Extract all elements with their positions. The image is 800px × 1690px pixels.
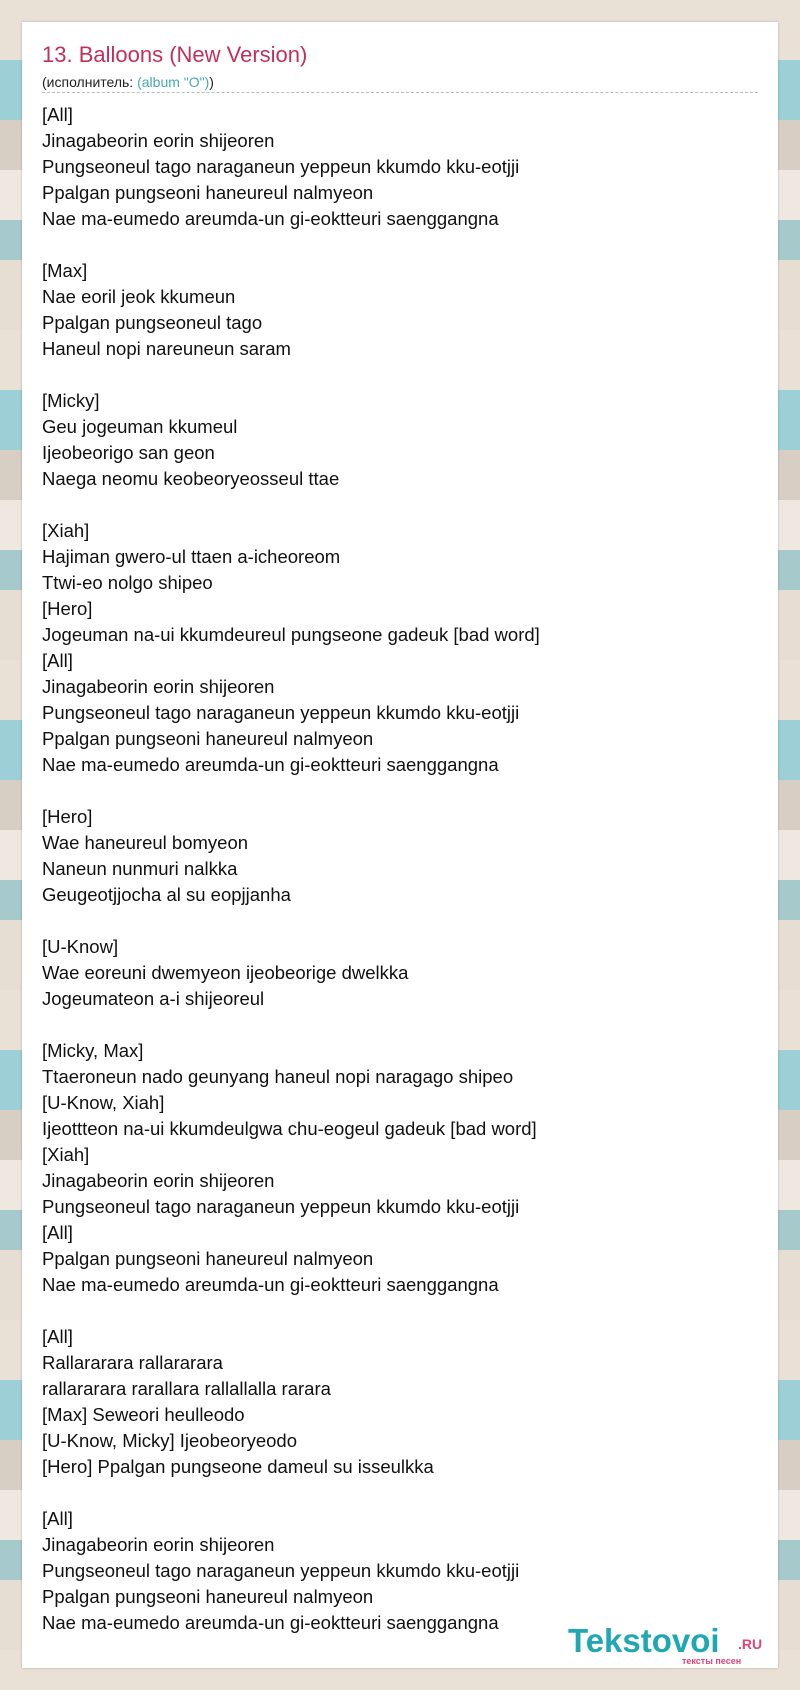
lyrics-line: Ttaeroneun nado geunyang haneul nopi naragago shipeo — [42, 1066, 514, 1087]
lyrics-line: Ppalgan pungseoni haneureul nalmyeon — [42, 1248, 374, 1269]
lyrics-section-label: [Xiah] — [42, 1144, 90, 1165]
lyrics-section-label: [Max] — [42, 260, 88, 281]
lyrics-section-label: [U-Know, Xiah] — [42, 1092, 165, 1113]
lyrics-line: Nae ma-eumedo areumda-un gi-eoktteuri saenggangna — [42, 1274, 499, 1295]
lyrics-section-label: [U-Know] — [42, 936, 119, 957]
lyrics-line: Jinagabeorin eorin shijeoren — [42, 676, 275, 697]
lyrics-card — [22, 22, 778, 1668]
lyrics-line: Jogeuman na-ui kkumdeureul pungseone gadeuk [bad word] — [42, 624, 540, 645]
artist-line — [42, 73, 214, 91]
lyrics-line: Ppalgan pungseoneul tago — [42, 312, 263, 333]
title-divider — [42, 92, 758, 93]
lyrics-line: Pungseoneul tago naraganeun yeppeun kkumdo kku-eotjji — [42, 156, 520, 177]
lyrics-section-label: [Max] Seweori heulleodo — [42, 1404, 245, 1425]
artist-suffix: ) — [209, 74, 214, 90]
logo-tagline: тексты песен — [682, 1656, 742, 1666]
lyrics-line: Nae ma-eumedo areumda-un gi-eoktteuri saenggangna — [42, 1612, 499, 1633]
lyrics-line: Jinagabeorin eorin shijeoren — [42, 1170, 275, 1191]
lyrics-line: Wae eoreuni dwemyeon ijeobeorige dwelkka — [42, 962, 409, 983]
lyrics-line: Jogeumateon a-i shijeoreul — [42, 988, 265, 1009]
lyrics-line: Pungseoneul tago naraganeun yeppeun kkumdo kku-eotjji — [42, 1196, 520, 1217]
lyrics-section-label: [Micky] — [42, 390, 100, 411]
lyrics-line: Pungseoneul tago naraganeun yeppeun kkumdo kku-eotjji — [42, 702, 520, 723]
lyrics-section-label: [All] — [42, 104, 73, 125]
lyrics-line: Jinagabeorin eorin shijeoren — [42, 1534, 275, 1555]
lyrics-line: Geu jogeuman kkumeul — [42, 416, 238, 437]
lyrics-line: Ijeottteon na-ui kkumdeulgwa chu-eogeul gadeuk [bad word] — [42, 1118, 537, 1139]
album-link[interactable]: (album "O") — [137, 74, 210, 90]
lyrics-line: Ppalgan pungseoni haneureul nalmyeon — [42, 1586, 374, 1607]
lyrics-line: Wae haneureul bomyeon — [42, 832, 249, 853]
lyrics-line: Ttwi-eo nolgo shipeo — [42, 572, 213, 593]
lyrics-line: Jinagabeorin eorin shijeoren — [42, 130, 275, 151]
lyrics-section-label: [Hero] — [42, 806, 93, 827]
lyrics-line: rallararara rarallara rallallalla rarara — [42, 1378, 331, 1399]
lyrics-line: Naneun nunmuri nalkka — [42, 858, 238, 879]
artist-prefix: (исполнитель: — [42, 74, 138, 90]
site-logo[interactable] — [568, 1624, 768, 1664]
lyrics-line: Haneul nopi nareuneun saram — [42, 338, 291, 359]
lyrics-line: Nae eoril jeok kkumeun — [42, 286, 236, 307]
lyrics-text — [42, 102, 540, 1636]
lyrics-section-label: [Micky, Max] — [42, 1040, 144, 1061]
lyrics-line: Nae ma-eumedo areumda-un gi-eoktteuri saenggangna — [42, 208, 499, 229]
lyrics-line: Ppalgan pungseoni haneureul nalmyeon — [42, 728, 374, 749]
lyrics-section-label: [Hero] Ppalgan pungseone dameul su isseulkka — [42, 1456, 434, 1477]
lyrics-section-label: [All] — [42, 1326, 73, 1347]
lyrics-section-label: [All] — [42, 1222, 73, 1243]
song-title: 13. Balloons (New Version) — [42, 42, 308, 67]
lyrics-line: Ijeobeorigo san geon — [42, 442, 215, 463]
lyrics-line: Nae ma-eumedo areumda-un gi-eoktteuri saenggangna — [42, 754, 499, 775]
lyrics-line: Pungseoneul tago naraganeun yeppeun kkumdo kku-eotjji — [42, 1560, 520, 1581]
logo-tld: .RU — [738, 1636, 763, 1652]
lyrics-section-label: [All] — [42, 1508, 73, 1529]
lyrics-section-label: [Hero] — [42, 598, 93, 619]
logo-name: Tekstovoi — [568, 1622, 720, 1659]
lyrics-line: Hajiman gwero-ul ttaen a-icheoreom — [42, 546, 341, 567]
lyrics-section-label: [U-Know, Micky] Ijeobeoryeodo — [42, 1430, 298, 1451]
lyrics-line: Rallararara rallararara — [42, 1352, 223, 1373]
lyrics-line: Naega neomu keobeoryeosseul ttae — [42, 468, 340, 489]
lyrics-section-label: [Xiah] — [42, 520, 90, 541]
lyrics-section-label: [All] — [42, 650, 73, 671]
lyrics-line: Ppalgan pungseoni haneureul nalmyeon — [42, 182, 374, 203]
lyrics-line: Geugeotjjocha al su eopjjanha — [42, 884, 291, 905]
